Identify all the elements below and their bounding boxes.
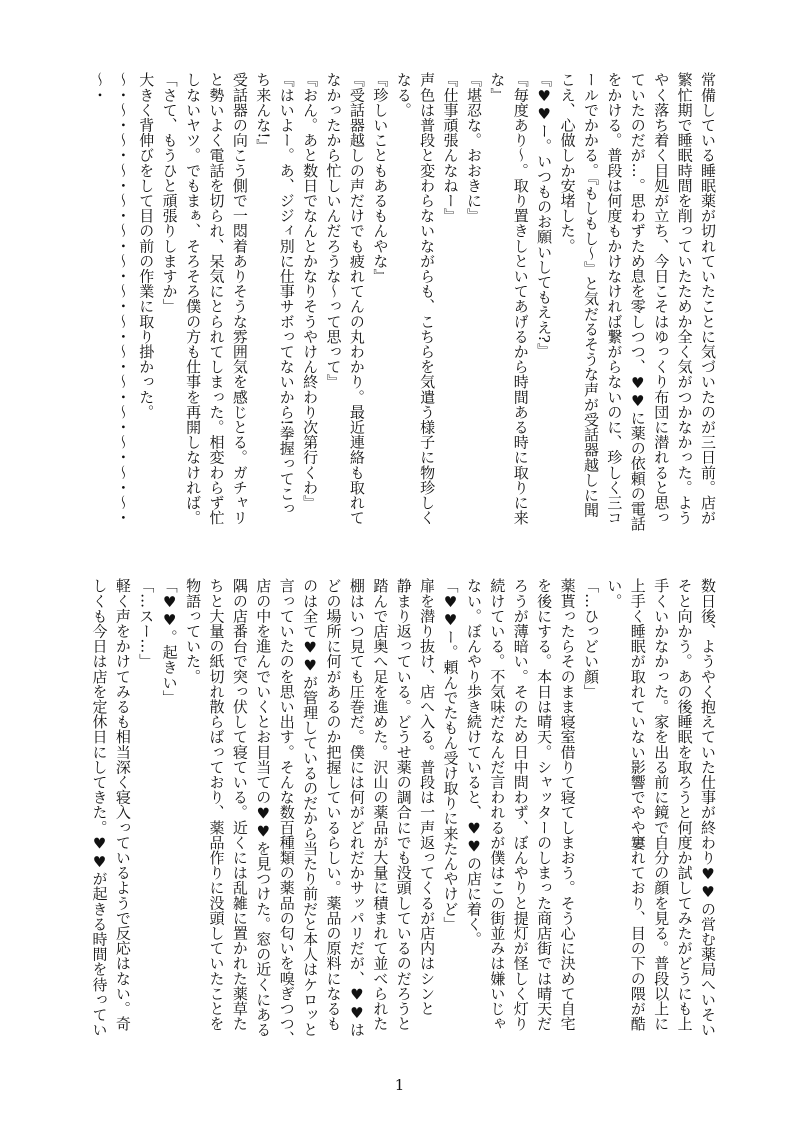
text-line: 踏んで店奥へ足を進めた。沢山の薬品が大量に積まれて並べられた [371,578,390,1031]
text-line: 「♥♥。起きい」 [160,578,179,705]
text-line: 〜・ [90,72,109,103]
text-line: なかったから忙しいんだろうな〜って思って』 [324,72,343,390]
text-line: 「…スー…」 [137,578,156,669]
text-line: な』 [488,72,507,103]
text-line: 隅の店番台で突っ伏して寝ている。近くには乱雑に置かれた薬草た [230,578,249,1031]
text-line: 『♥♥ー。いつものお願いしてもええ?』 [535,72,554,358]
text-line: そと向かう。あの後睡眠を取ろうと何度か試してみたがどうにも上 [675,578,694,1031]
text-line: 『はいよー。あ、ジジィ別に仕事サボってないから!拳握ってこっ [277,72,296,517]
text-line: 「…ひっどい顔」 [581,578,600,699]
text-line: 数日後、ようやく抱えていた仕事が終わり♥♥の営む薬局へいそい [699,578,717,1037]
text-line: 続けている。不気味だなんだ言われるが僕はこの街並みは嫌いじゃ [488,578,507,1031]
text-line: 『おん。あと数日でなんとかなりそうやけん終わり次第行くわ』 [301,72,320,510]
text-line: 〜・〜・〜・〜・〜・〜・〜・〜・〜・〜・〜・〜・〜・〜・〜・ [113,72,132,525]
text-line: ち来んな!』 [254,72,273,154]
text-line: 軽く声をかけてみるも相当深く寝入っているようで反応はない。奇 [113,578,132,1031]
text-line: 『仕事頑張んなねー』 [441,72,460,223]
text-line: 繁忙期で睡眠時間を削っていたためか全く気がつかなかった。よう [675,72,694,525]
text-line: しないヤツ。でもまぁ、そろそろ僕の方も仕事を再開しなければ。 [184,72,203,525]
text-line: なる。 [394,72,413,118]
text-line: 『毎度あり〜。取り置きしといてあげるから時間ある時に取りに来 [511,72,530,525]
text-line: 言っていたのを思い出す。そんな数百種類の薬品の匂いを嗅ぎつつ、 [277,578,296,1047]
text-line: 棚はいつ見ても圧巻だ。僕には何がどれだかサッパリだが、♥♥は [347,578,366,1037]
text-line: のは全て♥♥が管理しているのだから当たり前だと本人はケロッと [301,578,320,1037]
text-line: 静まり返っている。どうせ薬の調合にでも没頭しているのだろうと [394,578,413,1031]
text-section-1 [87,72,719,534]
text-line: 扉を潜り抜け、店へ入る。普段は一声返ってくるが店内はシンと [418,578,437,1016]
text-line: こえ、心做しか安堵した。 [558,72,577,254]
text-line: 上手く睡眠が取れていない影響でやや窶れており、目の下の隈が酷 [628,578,647,1031]
text-line: 手くいかなかった。家を出る前に鏡で自分の顔を見る。普段以上に [652,578,671,1031]
text-line: 物語っていた。 [184,578,203,684]
text-line: どの場所に何があるのか把握しているらしい。薬品の原料になるも [324,578,343,1031]
text-line: 薬貰ったらそのまま寝室借りて寝てしまおう。そう心に決めて自宅 [558,578,577,1031]
text-line: ろうが薄暗い。そのため日中問わず、ぼんやりと提灯が怪しく灯り [511,578,530,1031]
text-line: 『珍しいこともあるもんやな』 [371,72,390,284]
text-line: やく落ち着く目処が立ち、今日こそはゆっくり布団に潜れると思っ [652,72,671,525]
text-line: 受話器の向こう側で一悶着ありそうな雰囲気を感じとる。ガチャリ [230,72,249,525]
text-line: ていたのだが…。思わずため息を零しつつ、♥♥に薬の依頼の電話 [628,72,647,531]
text-line: い。 [605,578,624,609]
text-line: ールでかかる。『もしもし〜』と気だるそうな声が受話器越しに聞 [581,72,600,518]
text-line: 「さて、もうひと頑張りしますか」 [160,72,179,314]
text-line: しくも今日は店を定休日にしてきた。♥♥が起きる時間を待ってい [90,578,109,1037]
text-line: 『受話器越しの声だけでも疲れてんの丸わかり。最近連絡も取れて [347,72,366,525]
text-line: を後にする。本日は晴天。シャッターのしまった商店街では晴天だ [535,578,554,1031]
text-line: 声色は普段と変わらないながらも、こちらを気遣う様子に物珍しく [418,72,437,525]
text-line: ちと大量の紙切れ散らばっており、薬品作りに没頭していたことを [207,578,226,1031]
text-line: 「♥♥ー。頼んでたもん受け取りに来たんやけど」 [441,578,460,932]
text-line: 常備している睡眠薬が切れていたことに気づいたのが三日前。店が [699,72,717,525]
text-line: をかける。普段は何度もかけなければ繋がらないのに、珍しく三コ [605,72,624,525]
text-line: と勢いよく電話を切られ、呆気にとられてしまった。相変わらず忙 [207,72,226,525]
text-line: 店の中を進んでいくとお目当ての♥♥を見つけた。窓の近くにある [254,578,273,1037]
page-number: 1 [394,1076,405,1094]
text-line: 『堪忍な。おおきに』 [464,72,483,223]
text-line: 大きく背伸びをして目の前の作業に取り掛かった。 [137,72,156,420]
text-section-2 [87,578,719,1047]
text-line: ない。ぼんやり歩き続けていると、♥♥の店に着く。 [464,578,483,947]
